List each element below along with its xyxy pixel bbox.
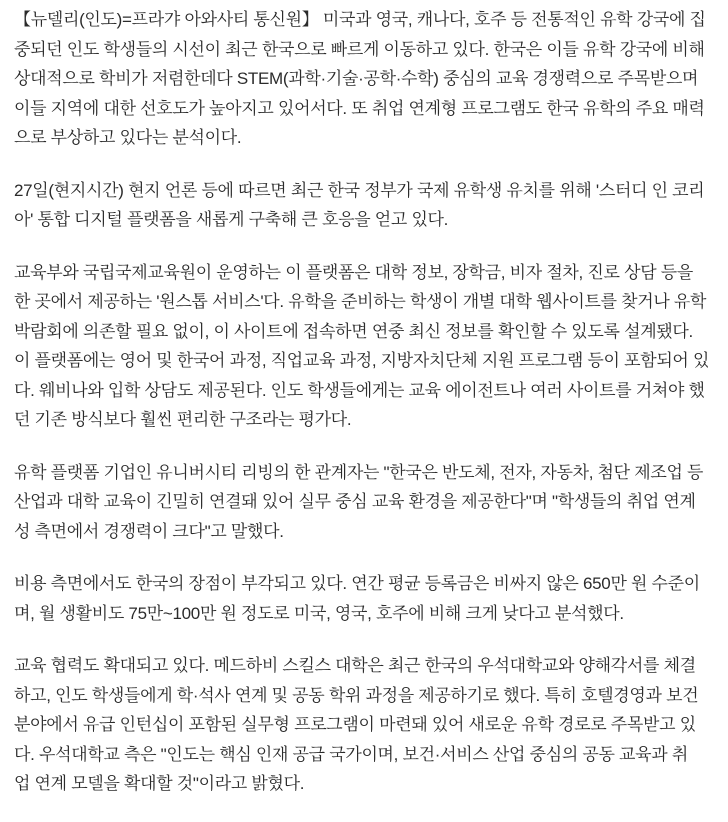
paragraph-line: 한 곳에서 제공하는 '원스톱 서비스'다. 유학을 준비하는 학생이 개별 대학 웹사이트를 찾거나 유학 — [14, 292, 707, 311]
paragraph-line: 으로 부상하고 있다는 분석이다. — [14, 128, 242, 147]
paragraph-line: 던 기존 방식보다 훨씬 편리한 구조라는 평가다. — [14, 410, 352, 429]
paragraph-line: 유학 플랫폼 기업인 유니버시티 리빙의 한 관계자는 "한국은 반도체, 전자, 자동차, 첨단 제조업 등 — [14, 462, 704, 482]
article-paragraph — [14, 5, 724, 153]
article-paragraph — [14, 258, 724, 435]
article-paragraph — [14, 569, 724, 628]
paragraph-line: 이 플랫폼에는 영어 및 한국어 과정, 직업교육 과정, 지방자치단체 지원 프로그램 등이 포함되어 있 — [14, 351, 710, 370]
article-paragraph — [14, 458, 724, 547]
paragraph-line: 산업과 대학 교육이 긴밀히 연결돼 있어 실무 중심 교육 환경을 제공한다"며 "학생들의 취업 연계 — [14, 492, 696, 511]
paragraph-line: 교육 협력도 확대되고 있다. 메드하비 스킬스 대학은 최근 한국의 우석대학교와 양해각서를 체결 — [14, 656, 696, 675]
paragraph-line: 분야에서 유급 인턴십이 포함된 실무형 프로그램이 마련돼 있어 새로운 유학 경로로 주목받고 있 — [14, 715, 696, 734]
paragraph-line: 중되던 인도 학생들의 시선이 최근 한국으로 빠르게 이동하고 있다. 한국은 이들 유학 강국에 비해 — [14, 39, 705, 59]
paragraph-line: 상대적으로 학비가 저렴한데다 STEM(과학·기술·공학·수학) 중심의 교육 경쟁력으로 주목받으며 — [14, 69, 699, 88]
paragraph-line: 27일(현지시간) 현지 언론 등에 따르면 최근 한국 정부가 국제 유학생 유치를 위해 '스터디 인 코리 — [14, 180, 705, 200]
paragraph-line: 아' 통합 디지털 플랫폼을 새롭게 구축해 큰 호응을 얻고 있다. — [14, 210, 449, 229]
article-paragraph — [14, 651, 724, 799]
paragraph-line: 【뉴델리(인도)=프라갸 아와사티 통신원】 미국과 영국, 캐나다, 호주 등 전통적인 유학 강국에 집 — [14, 10, 706, 29]
paragraph-line: 다. 웨비나와 입학 상담도 제공된다. 인도 학생들에게는 교육 에이전트나 여러 사이트를 거쳐야 했 — [14, 380, 705, 400]
paragraph-line: 교육부와 국립국제교육원이 운영하는 이 플랫폼은 대학 정보, 장학금, 비자 절차, 진로 상담 등을 — [14, 262, 693, 282]
paragraph-line: 며, 월 생활비도 75만~100만 원 정도로 미국, 영국, 호주에 비해 크게 낮다고 분석했다. — [14, 603, 624, 623]
paragraph-line: 하고, 인도 학생들에게 학·석사 연계 및 공동 학위 과정을 제공하기로 했다. 특히 호텔경영과 보건 — [14, 685, 699, 705]
article-body — [14, 5, 724, 822]
paragraph-line: 업 연계 모델을 확대할 것"이라고 밝혔다. — [14, 774, 305, 793]
paragraph-line: 박람회에 의존할 필요 없이, 이 사이트에 접속하면 연중 최신 정보를 확인할 수 있도록 설계됐다. — [14, 321, 693, 341]
article-paragraph — [14, 176, 724, 235]
paragraph-line: 비용 측면에서도 한국의 장점이 부각되고 있다. 연간 평균 등록금은 비싸지 않은 650만 원 수준이 — [14, 574, 700, 593]
paragraph-line: 성 측면에서 경쟁력이 크다"고 말했다. — [14, 521, 284, 541]
paragraph-line: 다. 우석대학교 측은 "인도는 핵심 인재 공급 국가이며, 보건·서비스 산업 중심의 공동 교육과 취 — [14, 744, 688, 764]
paragraph-line: 이들 지역에 대한 선호도가 높아지고 있어서다. 또 취업 연계형 프로그램도 한국 유학의 주요 매력 — [14, 98, 705, 118]
